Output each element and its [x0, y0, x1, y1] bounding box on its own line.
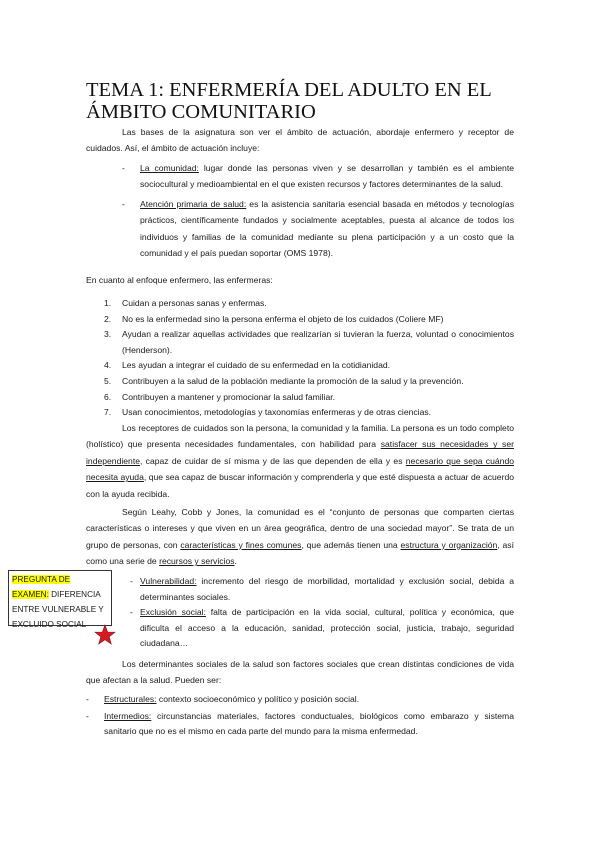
determinants-intro: [86, 656, 514, 689]
nursing-item: [104, 327, 514, 358]
nursing-item: [104, 405, 514, 421]
term-structural: Estructurales:: [104, 694, 157, 704]
item-number: 3.: [104, 329, 112, 340]
nursing-list: [104, 296, 514, 421]
community-text: .: [234, 556, 237, 567]
term-community: La comunidad:: [140, 163, 199, 173]
definition-exclusion: falta de participación en la vida social, cultural, política y económica, que dificulta el acceso a la educación, sanidad, protección social, justicia, trabajo, seguridad ciudadana…: [140, 607, 514, 649]
item-number: 7.: [104, 407, 112, 418]
vulnerability-item: [122, 574, 514, 605]
determinants-list: [86, 692, 514, 741]
intro-text: Las bases de la asignatura son ver el ámbito de actuación, abordaje enfermero y receptor de cuidados. Así, el ámbito de actuación incluye:: [86, 127, 514, 154]
nursing-intro: En cuanto al enfoque enfermero, las enfermeras:: [86, 275, 273, 285]
community-underline: recursos y servicios: [159, 556, 235, 567]
scope-item-primary-care: [122, 196, 514, 262]
community-text: Según Leahy, Cobb y Jones, la comunidad es el “conjunto de personas que comparten ciertas características o intereses y que viven en un área geográfica, dentro de una sociedad mayor”. Se trata de un grupo de personas, con: [86, 507, 514, 550]
page-title: [86, 79, 526, 123]
receptors-text: , capaz de cuidar de sí misma y de las que dependen de ella y es: [140, 455, 406, 466]
receptors-text: Los receptores de cuidados son la persona, la comunidad y la familia. La persona es un todo completo (holístico) que presenta necesidades fundamentales, con habilidad para: [86, 423, 514, 450]
determinant-item: [86, 692, 514, 708]
vulnerability-list: [122, 574, 514, 652]
community-text: , que además tienen una: [301, 539, 401, 550]
exam-note-highlight: PREGUNTA DE EXAMEN:: [12, 575, 71, 599]
star-icon: [94, 624, 116, 646]
bullet: -: [122, 198, 125, 209]
definition-community: lugar donde las personas viven y se desarrollan y también es el ambiente sociocultural y medioambiental en el que existen recursos y factores determinantes de la salud.: [140, 163, 514, 190]
exam-note-text: DIFERENCIA ENTRE VULNERABLE Y EXCLUIDO SOCIAL: [12, 590, 104, 629]
exclusion-item: [122, 605, 514, 652]
item-number: 1.: [104, 298, 112, 308]
determinants-intro-text: Los determinantes sociales de la salud son factores sociales que crean distintas condiciones de vida que afectan a la salud. Pueden ser:: [86, 659, 514, 686]
item-text: Les ayudan a integrar el cuidado de su enfermedad en la cotidianidad.: [122, 360, 391, 371]
item-text: Ayudan a realizar aquellas actividades que realizarían si tuvieran la fuerza, voluntad o conocimientos (Henderson).: [122, 329, 514, 355]
community-paragraph: [86, 504, 514, 570]
definition-intermediate: circunstancias materiales, factores conductuales, biológicos como embarazo y sistema sanitario que no es el mismo en cada parte del mundo para la misma enfermedad.: [104, 710, 514, 737]
receptors-paragraph: [86, 420, 514, 502]
term-exclusion: Exclusión social:: [140, 607, 206, 618]
determinant-item: [86, 709, 514, 740]
item-text: No es la enfermedad sino la persona enferma el objeto de los cuidados (Coliere MF): [122, 313, 444, 324]
receptors-underline: satisfacer sus necesidades y ser independiente: [86, 439, 514, 466]
exam-note-box: [8, 570, 112, 629]
definition-vulnerability: incremento del riesgo de morbilidad, mortalidad y exclusión social, debida a determinantes sociales.: [140, 576, 514, 602]
receptors-text: , que sea capaz de buscar información y comprenderla y que esté dispuesta a actuar de acuerdo con la ayuda recibida.: [86, 472, 515, 499]
nursing-item: [104, 296, 514, 312]
term-primary-care: Atención primaria de salud:: [140, 198, 247, 209]
title-line-1: TEMA 1: ENFERMERÍA DEL ADULTO EN EL: [86, 79, 492, 101]
term-vulnerability: Vulnerabilidad:: [140, 576, 197, 586]
bullet: -: [122, 163, 125, 173]
item-text: Contribuyen a la salud de la población mediante la promoción de la salud y la prevención.: [122, 375, 464, 386]
receptors-underline: necesario que sepa cuándo necesita ayuda: [86, 455, 514, 483]
bullet: -: [130, 576, 133, 586]
item-number: 2.: [104, 313, 112, 324]
title-line-2: ÁMBITO COMUNITARIO: [86, 101, 316, 123]
bullet: -: [86, 710, 89, 721]
item-text: Contribuyen a mantener y promocionar la salud familiar.: [122, 391, 336, 402]
item-number: 5.: [104, 375, 112, 386]
bullet: -: [130, 607, 133, 618]
nursing-item: [104, 390, 514, 406]
definition-primary-care: es la asistencia sanitaria esencial basada en métodos y tecnologías prácticos, científicamente fundados y socialmente aceptables, puesta al alcance de todos los individuos y familias de la comunidad mediante su plena participación y a un costo que la comunidad y el país puedan soportar (OMS 1978).: [140, 198, 514, 259]
bullet: -: [86, 694, 89, 704]
item-number: 4.: [104, 360, 112, 371]
nursing-item: [104, 312, 514, 328]
community-text: , así como una serie de: [86, 539, 514, 567]
scope-item-community: [122, 160, 514, 193]
definition-structural: contexto socioeconómico y político y posición social.: [156, 694, 360, 704]
scope-list: [122, 160, 514, 264]
item-text: Usan conocimientos, metodologías y taxonomías enfermeras y de otras ciencias.: [122, 407, 432, 418]
community-underline: estructura y organización: [400, 539, 498, 550]
item-text: Cuidan a personas sanas y enfermas.: [122, 298, 267, 308]
nursing-item: [104, 374, 514, 390]
community-underline: características y fines comunes: [180, 539, 302, 550]
nursing-item: [104, 358, 514, 374]
term-intermediate: Intermedios:: [104, 710, 152, 721]
intro-paragraph: [86, 124, 514, 157]
item-number: 6.: [104, 391, 112, 402]
